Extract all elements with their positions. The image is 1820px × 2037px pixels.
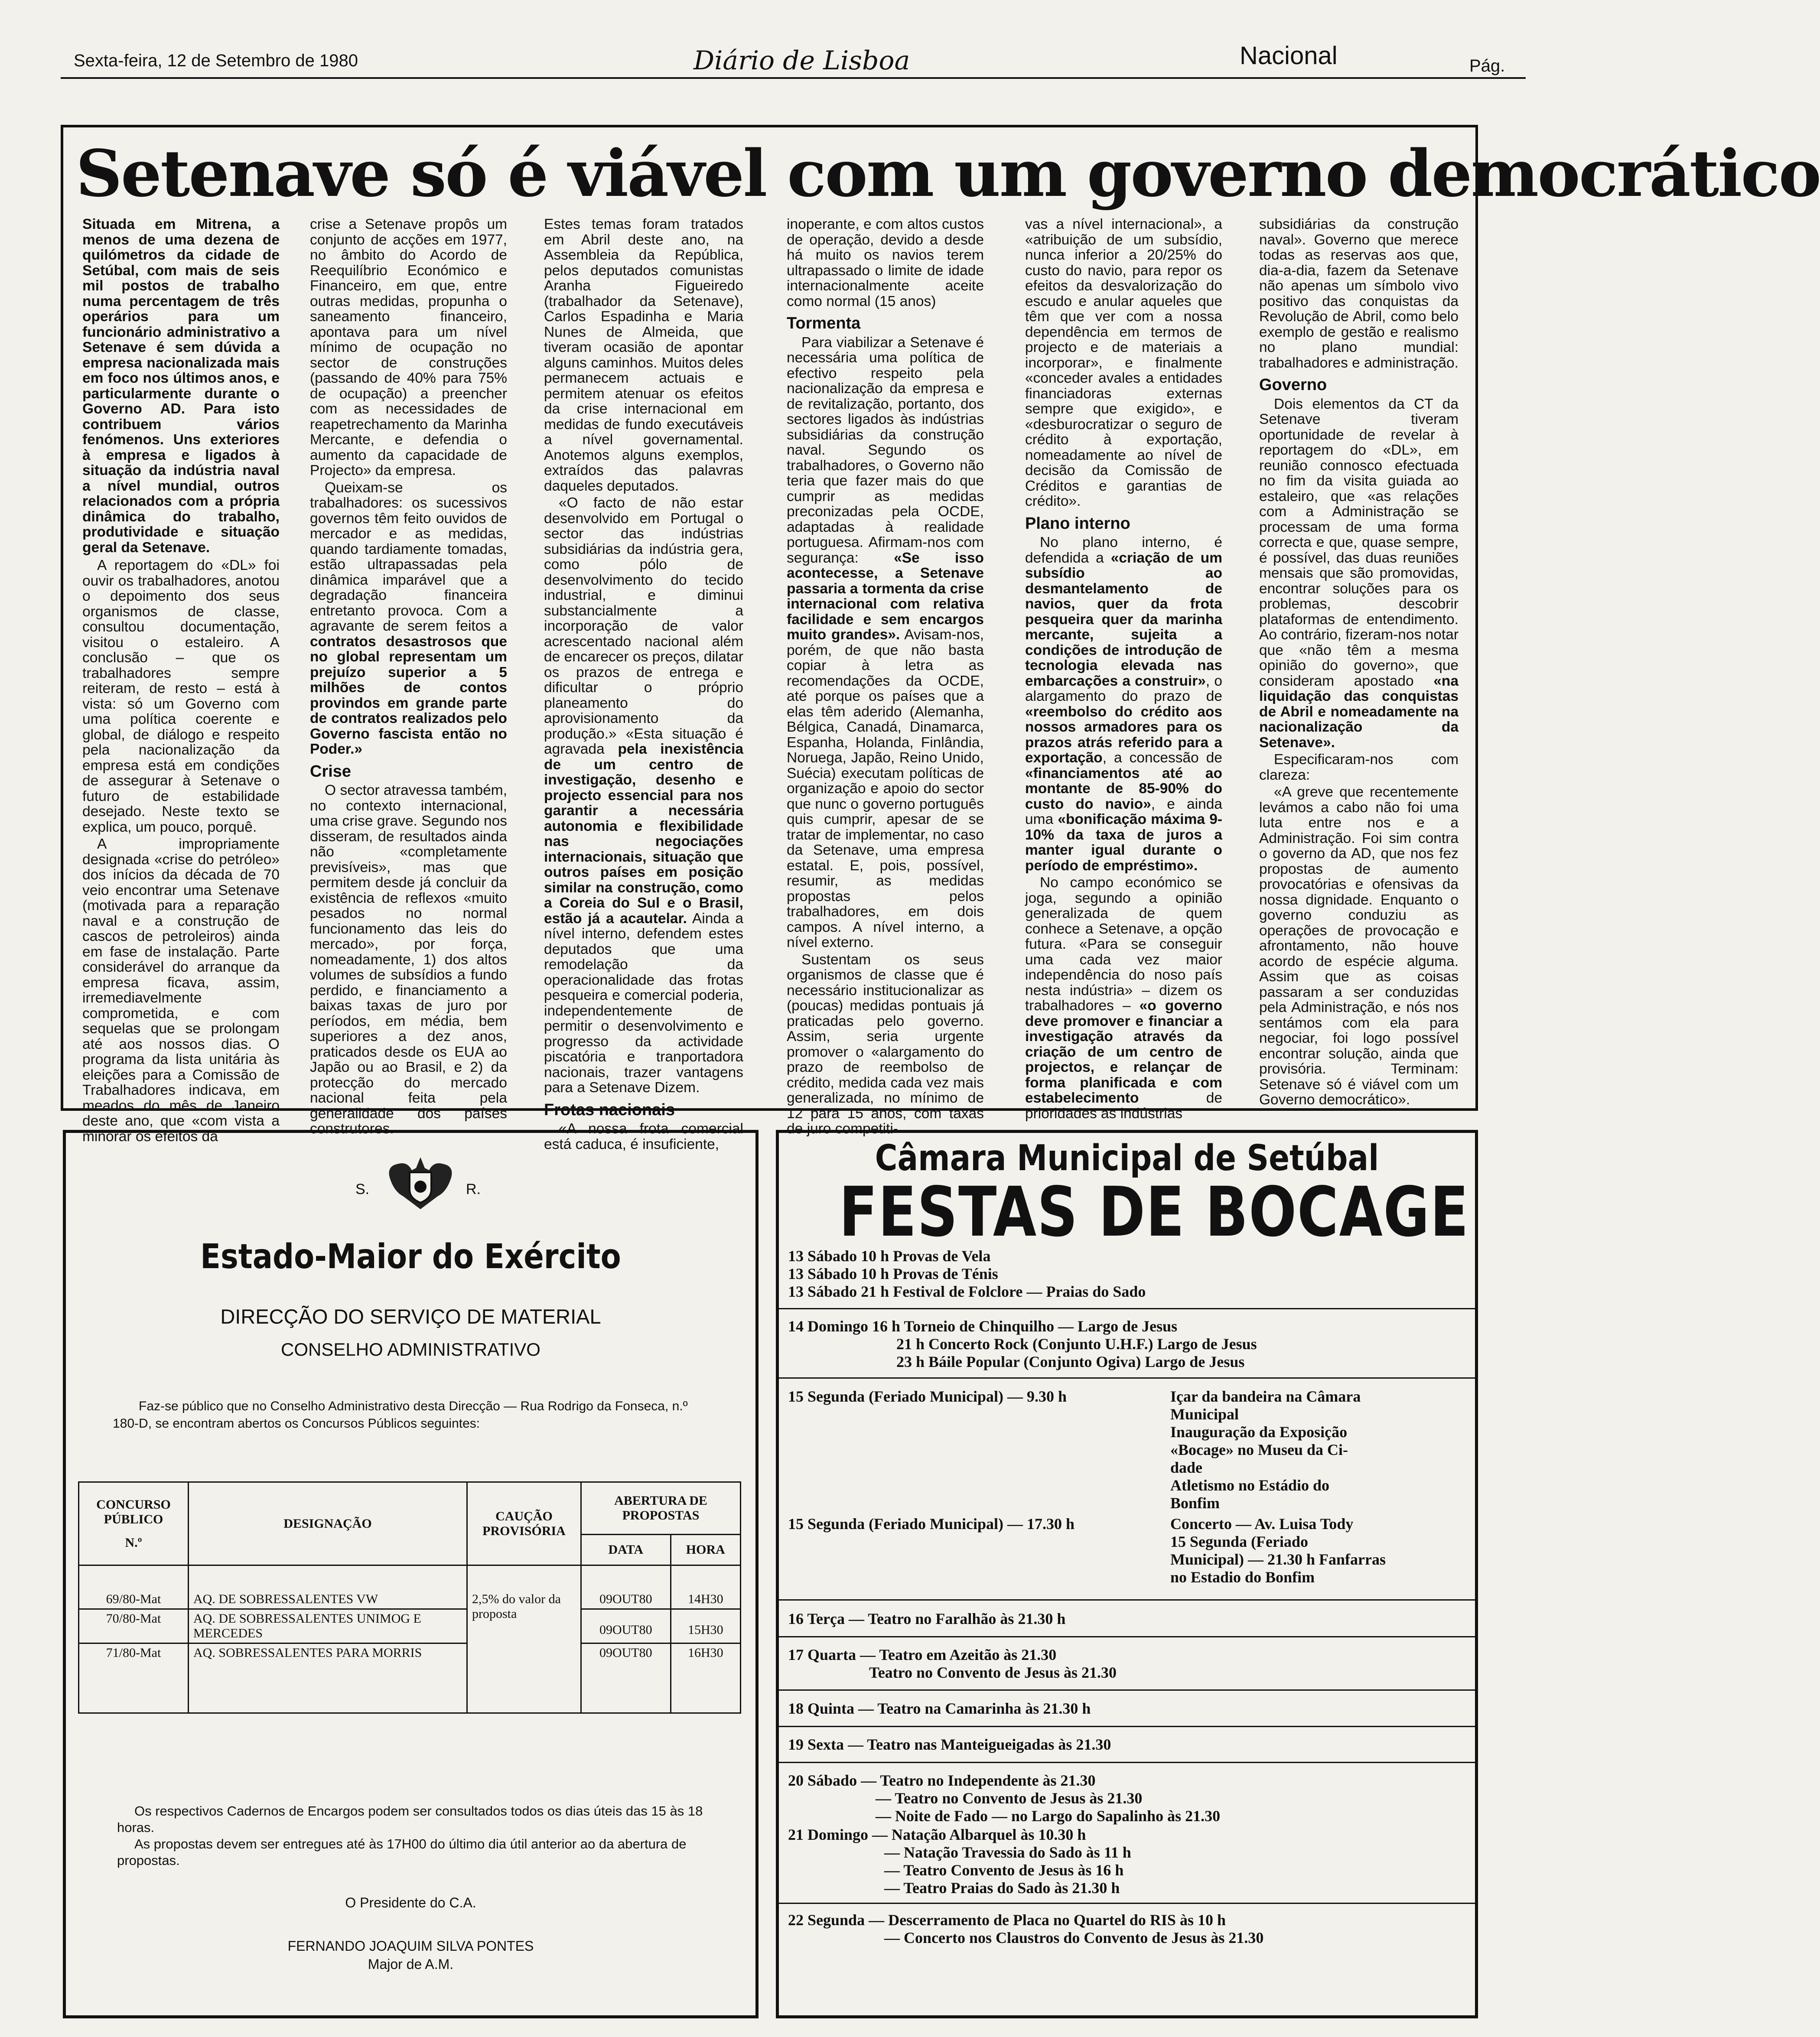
event-line: 13 Sábado 10 h Provas de Vela (788, 1247, 991, 1265)
text-run: Dois elementos da CT da Setenave tiveram oportunidade de revelar à reportagem do «DL», em reunião connosco efectuada no fim da visita guiada ao estaleiro, que «as relações com a Administração se processam de uma forma correcta e que, quase sempre, é possível, das duas reuniões mensais que são promovidas, encontrar soluções para os problemas, descobrir plataformas de entendimento. Ao contrário, fizeram-nos notar que «não têm a mesma opinião do governo», que consideram apostado (1259, 396, 1459, 689)
event-line: 15 Segunda (Feriado Municipal) — 9.30 h (788, 1388, 1067, 1405)
text-run: , o alargamento do prazo de (1025, 673, 1223, 704)
subheading-frotas: Frotas nacionais (544, 1100, 675, 1119)
text-run: «O facto de não estar desenvolvido em Portugal o sector das indústrias subsidiárias da indústria gera, como pólo de desenvolvimento do tecido industrial, e diminui substancialmente a incorporação de valor acrescentado nacional além de encarecer os preços, dilatar os prazos de entrega e dificultar o próprio planeamento do aprovisionamento da produção.» «Esta situação é agravada (544, 495, 743, 757)
event-line: 20 Sábado — Teatro no Independente às 21.30 (788, 1772, 1096, 1789)
footer-note: Os respectivos Cadernos de Encargos podem ser consultados todos os dias úteis das 15 às 18 horas. (117, 1803, 703, 1835)
cell-designacao: AQ. DE SOBRESSALENTES UNIMOG E MERCEDES (189, 1609, 467, 1643)
text-run: de prioridades as indústrias (1025, 1090, 1222, 1122)
army-intro-text: Faz-se público que no Conselho Administrativo desta Direcção — Rua Rodrigo da Fonseca, n.º 180-D, se encontram abertos os Concursos Públicos seguintes: (113, 1399, 688, 1431)
bold-run: «na liquidação das conquistas de Abril e nomeadamente na nacionalização da Setenave». (1259, 673, 1459, 751)
table-row (79, 1565, 741, 1609)
event-line: 19 Sexta — Teatro nas Manteigueigadas às 21.30 (788, 1736, 1111, 1753)
header-concurso (79, 1482, 189, 1565)
paragraph: Especificaram-nos com clareza: (1259, 752, 1459, 783)
bold-run: «criação de um subsídio ao desmantelamento de navios, quer da frota pesqueira quer da marinha mercante, sujeita a condições de introdução de tecnologia elevada nas embarcações a construir» (1025, 550, 1222, 689)
article-headline: Setenave só é viável com um governo democrático (76, 136, 1820, 211)
crest-letter-s: S. (355, 1181, 370, 1197)
article-lead: Situada em Mitrena, a menos de uma dezena de quilómetros da cidade de Setúbal, com mais de seis mil postos de trabalho numa percentagem de três operários para um funcionário administrativo a Setenave é sem dúvida a empresa nacionalizada mais em foco nos últimos anos, e particularmente durante o Governo AD. Para isto contribuem vários fenómenos. Uns exteriores à empresa e ligados à situação da indústria naval a nível mundial, outros relacionados com a própria dinâmica do trabalho, produtividade e situação geral da Setenave. (82, 216, 280, 556)
bold-run: «Se isso acontecesse, a Setenave passaria a tormenta da crise internacional com relativa facilidade e sem encargos muito grandes». (787, 550, 984, 643)
cell-caucao: 2,5% do valor da proposta (467, 1565, 581, 1713)
event-line: «Bocage» no Museu da Ci- (1170, 1441, 1348, 1458)
paragraph (544, 495, 743, 1096)
event-line: 13 Sábado 10 h Provas de Ténis (788, 1265, 998, 1282)
event-line: 21 h Concerto Rock (Conjunto U.H.F.) Largo de Jesus (896, 1335, 1257, 1353)
event-line: Inauguração da Exposição (1170, 1423, 1348, 1441)
article-column-1 (82, 216, 280, 1145)
event-line: 15 Segunda (Feriado (1170, 1533, 1309, 1550)
event-line: Municipal (1170, 1406, 1239, 1423)
article-column-3 (544, 216, 743, 1152)
event-line: Bonfim (1170, 1494, 1220, 1512)
paragraph: «A nossa frota comercial está caduca, é insuficiente, (544, 1121, 743, 1152)
event-line: — Teatro Convento de Jesus às 16 h (884, 1861, 1124, 1879)
cell-numero: 69/80-Mat (79, 1565, 189, 1609)
article-column-4 (787, 216, 984, 1137)
event-separator (779, 1689, 1475, 1691)
text-run: Ainda a nível interno, defendem estes deputados que uma remodelação da operacionalidade das frotas pesqueira e comercial poderia, independentemente de permitir o desenvolvimento e progresso da actividade piscatória e tranportadora nacionais, trazer vantagens para a Setenave Dizem. (544, 910, 743, 1096)
crest-letter-r: R. (466, 1181, 481, 1197)
cell-hora: 16H30 (671, 1643, 740, 1713)
event-line: dade (1170, 1459, 1203, 1476)
section-name: Nacional (1240, 42, 1338, 70)
event-separator (779, 1726, 1475, 1727)
signature-name: FERNANDO JOAQUIM SILVA PONTES (287, 1938, 534, 1954)
paragraph: vas a nível internacional», a «atribuição de um subsídio, nunca inferior a 20/25% do custo do navio, para repor os efeitos da desvalorização do escudo e anular aqueles que têm que ver com a nossa dependência em termos de projecto e de materiais a incorporar», e finalmente «conceder avales a entidades financiadoras externas sempre que exigido», e «desburocratizar o seguro de crédito à exportação, nomeadamente ao nível de decisão da Comissão de Créditos e garantias de crédito». (1025, 216, 1222, 509)
subheading-plano: Plano interno (1025, 514, 1130, 533)
paragraph: crise a Setenave propôs um conjunto de acções em 1977, no âmbito do Acordo de Reequilíbrio Económico e Financeiro, em que, entre outras medidas, propunha o saneamento financeiro, apontava para um nível mínimo de ocupação no sector de construções (passando de 40% para 75% de ocupação) a preencher com as necessidades de reapetrechamento da Marinha Mercante, e defendia o aumento da capacidade de Projecto» da empresa. (310, 216, 507, 478)
event-line: — Concerto nos Claustros do Convento de Jesus às 21.30 (884, 1929, 1264, 1946)
cell-hora: 14H30 (671, 1565, 740, 1609)
paragraph: Sustentam os seus organismos de classe que é necessário institucionalizar as (poucas) medidas pontuais já praticadas pelo governo. Assim, seria urgente promover o «alargamento do prazo de reembolso de crédito, medida cada vez mais generalizada, no mínimo de 12 para 15 anos, com taxas de juro competiti- (787, 951, 984, 1137)
paragraph: A reportagem do «DL» foi ouvir os trabalhadores, anotou o depoimento dos seus organismos de classe, consultou documentação, visitou o estaleiro. A conclusão – que os trabalhadores sempre reiteram, de resto – está à vista: só um Governo com uma política coerente e global, de diálogo e respeito pela nacionalização da empresa está em condições de assegurar à Setenave o futuro de estabilidade desejado. Neste texto se explica, um pouco, porquê. (82, 557, 280, 835)
paragraph: inoperante, e com altos custos de operação, devido a desde há muito os navios terem ultrapassado o limite de idade internacionalmente aceite como normal (15 anos) (787, 216, 984, 309)
bold-run: «reembolso do crédito aos nossos armadores para os prazos atrás referido para a exportação (1025, 703, 1222, 766)
event-line: Concerto — Av. Luisa Tody (1170, 1515, 1354, 1533)
bold-run: «financiamentos até ao montante de 85-90% do custo do navio» (1025, 765, 1222, 812)
subheading-tormenta: Tormenta (787, 314, 861, 332)
text-run: Queixam-se os trabalhadores: os sucessivos governos têm feito ouvidos de mercador e as medidas, quando tardiamente tomadas, estão ultrapassadas pela dinâmica imparável que a degradação financeira entretanto provoca. Com a agravante de serem feitos a (310, 479, 507, 634)
event-separator (779, 1308, 1475, 1309)
paragraph: Estes temas foram tratados em Abril deste ano, na Assembleia da República, pelos deputados comunistas Aranha Figueiredo (trabalhador da Setenave), Carlos Espadinha e Maria Nunes de Almeida, que tiveram ocasião de apontar alguns caminhos. Muitos deles permanecem actuais e permitem atenuar os efeitos da crise internacional em medidas de fundo executáveis a nível governamental. Anotemos alguns exemplos, extraídos das palavras daqueles deputados. (544, 216, 743, 494)
page-number: Pág. (1469, 56, 1505, 75)
bold-run: «bonificação máxima 9-10% da taxa de juros a manter igual durante o período de empréstimo». (1025, 811, 1222, 874)
paragraph (310, 480, 507, 757)
event-line: 13 Sábado 21 h Festival de Folclore — Praias do Sado (788, 1283, 1146, 1300)
bold-run: contratos desastrosos que no global representam um prejuízo superior a 5 milhões de contos provindos em grande parte de contratos realizados pelo Governo fascista então no Poder.» (310, 633, 507, 757)
cell-designacao: AQ. DE SOBRESSALENTES VW (189, 1565, 467, 1609)
event-line: 14 Domingo 16 h Torneio de Chinquilho — Largo de Jesus (788, 1318, 1178, 1335)
camara-title: Câmara Municipal de Setúbal (875, 1138, 1379, 1179)
event-separator (779, 1762, 1475, 1763)
article-column-2 (310, 216, 507, 1137)
header-concurso-label: CONCURSO PÚBLICO (96, 1497, 171, 1526)
event-line: Içar da bandeira na Câmara (1170, 1388, 1361, 1405)
table-row (79, 1609, 741, 1643)
footer-note: As propostas devem ser entregues até às 17H00 do último dia útil anterior ao da abertura de propostas. (117, 1836, 687, 1868)
event-line: 17 Quarta — Teatro em Azeitão às 21.30 (788, 1646, 1057, 1663)
festas-title: FESTAS DE BOCAGE (839, 1172, 1469, 1252)
event-separator (779, 1903, 1475, 1904)
article-column-5 (1025, 216, 1223, 1122)
paragraph (787, 335, 984, 950)
signature-role: O Presidente do C.A. (345, 1895, 476, 1910)
army-subtitle-council: CONSELHO ADMINISTRATIVO (281, 1339, 540, 1360)
header-numero-label: N.º (125, 1535, 142, 1550)
event-line: Atletismo no Estádio do (1170, 1477, 1330, 1494)
tender-table (78, 1481, 741, 1714)
event-separator (779, 1599, 1475, 1601)
event-line: 21 Domingo — Natação Albarquel às 10.30 h (788, 1826, 1086, 1843)
cell-designacao: AQ. SOBRESSALENTES PARA MORRIS (189, 1643, 467, 1713)
newspaper-name: Diário de Lisboa (693, 46, 910, 76)
paragraph (1025, 535, 1222, 873)
event-separator (779, 1377, 1475, 1379)
event-line: — Noite de Fado — no Largo do Sapalinho às 21.30 (876, 1807, 1221, 1825)
paragraph: A impropriamente designada «crise do petróleo» dos inícios da década de 70 veio encontrar uma Setenave (motivada para a reparação naval e a construção de cascos de petroleiros) ainda em fase de instalação. Parte considerável do arranque da empresa ficava, assim, irremediavelmente comprometida, e com sequelas que se prolongam até aos nossos dias. O programa da lista unitária às eleições para a Comissão de Trabalhadores indicava, em meados do mês de Janeiro deste ano, que «com vista a minorar os efeitos da (82, 836, 280, 1145)
cell-data: 09OUT80 (581, 1643, 671, 1713)
cell-numero: 70/80-Mat (79, 1609, 189, 1643)
header-designacao: DESIGNAÇÃO (189, 1482, 467, 1565)
header-data: DATA (581, 1535, 671, 1565)
signature-rank: Major de A.M. (368, 1956, 454, 1972)
event-separator (779, 1636, 1475, 1637)
army-title: Estado-Maior do Exército (200, 1237, 621, 1276)
army-subtitle-direction: DIRECÇÃO DO SERVIÇO DE MATERIAL (220, 1305, 601, 1328)
event-line: — Teatro no Convento de Jesus às 21.30 (876, 1790, 1143, 1807)
event-line: 18 Quinta — Teatro na Camarinha às 21.30 h (788, 1700, 1091, 1717)
event-line: 15 Segunda (Feriado Municipal) — 17.30 h (788, 1515, 1075, 1533)
text-run: Para viabilizar a Setenave é necessária uma política de efectivo respeito pela nacionalização da empresa e de revitalização, portanto, dos sectores ligados às indústrias subsidiárias da construção naval. Segundo os trabalhadores, o Governo não teria que fazer mais do que cumprir as medidas preconizadas pela OCDE, adaptadas à realidade portuguesa. Afirmam-nos com segurança: (787, 334, 984, 566)
paragraph: subsidiárias da construção naval». Governo que merece todas as reservas aos que, dia-a-dia, fazem da Setenave não apenas um símbolo vivo positivo das conquistas da Revolução de Abril, como belo exemplo de gestão e realismo no plano mundial: trabalhadores e administração. (1259, 216, 1459, 371)
event-line: no Estadio do Bonfim (1170, 1568, 1315, 1586)
header-hora: HORA (671, 1535, 740, 1565)
text-run: , a concessão de (1102, 750, 1222, 766)
cell-data: 09OUT80 (581, 1565, 671, 1609)
text-run: No campo económico se joga, segundo a opinião generalizada de quem conhece a Setenave, a opção futura. «Para se conseguir uma cada vez maior independência do noso país nesta indústria» – dizem os trabalhadores – (1025, 875, 1222, 1014)
paragraph: «A greve que recentemente levámos a cabo não foi uma luta entre nos e a Administração. Foi sim contra o governo da AD, que nos fez propostas de aumento provocatórias e ofensivas da nossa dignidade. Enquanto o governo conduziu as operações de provocação e afrontamento, não houve acordo de espécie alguma. Assim que as coisas passaram a ser conduzidas pela Administração, e nós nos sentámos com ela para negociar, foi logo possível encontrar solução, ainda que provisória. Terminam: Setenave só é viável com um Governo democrático». (1259, 784, 1459, 1108)
page-header (0, 0, 1526, 130)
text-run: No plano interno, é defendida a (1025, 534, 1222, 566)
cell-data: 09OUT80 (581, 1609, 671, 1643)
header-rule (61, 77, 1526, 79)
event-line: — Teatro Praias do Sado às 21.30 h (884, 1879, 1120, 1897)
text-run: Avisam-nos, porém, de que não basta copiar à letra as recomendações da OCDE, até porque os países que a elas têm aderido (Alemanha, Bélgica, Canadá, Dinamarca, Espanha, Holanda, Finlândia, Noruega, Japão, Reino Unido, Suécia) executam políticas de organização e apoio do sector que nunc o governo português quis cumprir, apesar de se tratar de implementar, no caso da Setenave, uma empresa estatal. E, pois, possível, resumir, as medidas propostas pelos trabalhadores, em dois campos. A nível interno, a nível externo. (787, 627, 984, 950)
subheading-crise: Crise (310, 762, 352, 781)
subheading-governo: Governo (1259, 376, 1327, 394)
army-footer-notes (117, 1803, 715, 1869)
paragraph (1025, 875, 1222, 1121)
bold-run: «o governo deve promover e financiar a investigação através da criação de um centro de projectos, e relançar de forma planificada e com estabelecimento (1025, 998, 1223, 1106)
event-line: Teatro no Convento de Jesus às 21.30 (869, 1664, 1117, 1681)
bold-run: pela inexistência de um centro de investigação, desenho e projecto essencial para nos garantir a necessária autonomia e flexibilidade nas negociações internacionais, situação que outros países em posição similar na construção, como a Coreia do Sul e o Brasil, estão já a acautelar. (544, 741, 743, 927)
cell-numero: 71/80-Mat (79, 1643, 189, 1713)
event-line: — Natação Travessia do Sado às 11 h (884, 1844, 1131, 1861)
table-row (79, 1643, 741, 1713)
cell-hora: 15H30 (671, 1609, 740, 1643)
header-caucao: CAUÇÃO PROVISÓRIA (467, 1482, 581, 1565)
article-column-6 (1259, 216, 1459, 1108)
event-line: 16 Terça — Teatro no Faralhão às 21.30 h (788, 1610, 1066, 1627)
event-line: Municipal) — 21.30 h Fanfarras (1170, 1551, 1386, 1568)
event-line: 22 Segunda — Descerramento de Placa no Quartel do RIS às 10 h (788, 1911, 1226, 1929)
issue-date: Sexta-feira, 12 de Setembro de 1980 (74, 51, 358, 70)
text-run: , e ainda uma (1025, 796, 1222, 827)
event-line: 23 h Báile Popular (Conjunto Ogiva) Largo de Jesus (896, 1353, 1245, 1370)
paragraph: O sector atravessa também, no contexto internacional, uma crise grave. Segundo nos disseram, de resultados ainda não «completamente previsíveis», mas que permitem desde já concluir da existência de reflexos «muito pesados no normal funcionamento das leis do mercado», por força, nomeadamente, 1) dos altos volumes de subsídios a fundo perdido, e financiamento a baixas taxas de juro por períodos, em média, bem superiores a dez anos, praticados desde os EUA ao Japão ou ao Brasil, e 2) da protecção do mercado nacional feita pela generalidade dos países construtores. (310, 782, 507, 1137)
paragraph (1259, 397, 1459, 751)
coat-of-arms-icon (381, 1153, 459, 1214)
header-abertura: ABERTURA DE PROPOSTAS (581, 1482, 741, 1535)
